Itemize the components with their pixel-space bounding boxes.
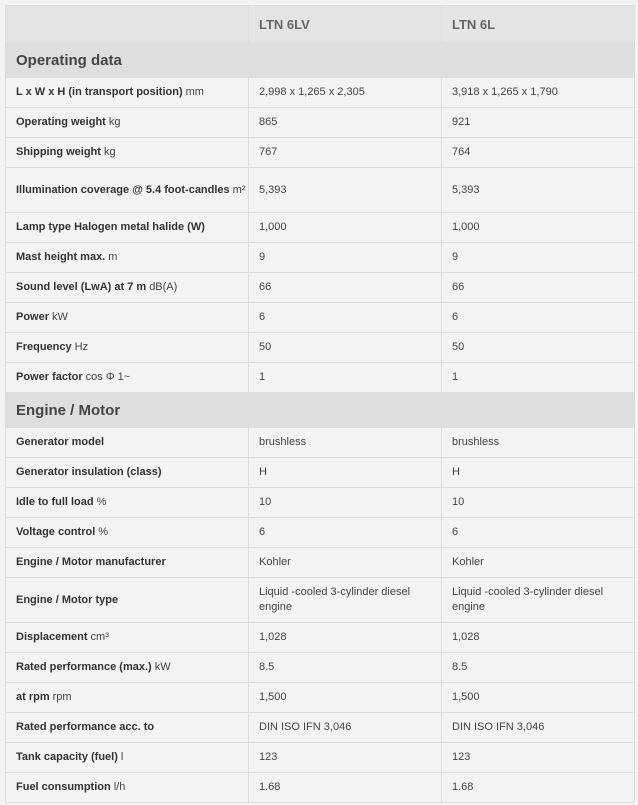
spec-label: Engine / Motor type [16, 593, 119, 606]
spec-unit: cm³ [90, 631, 109, 643]
spec-label-cell [6, 683, 249, 713]
spec-unit: kg [108, 116, 121, 128]
spec-label: Fuel consumption [16, 781, 111, 793]
value-ltn-6lv: 865 [249, 108, 442, 138]
spec-label: Idle to full load [16, 496, 94, 508]
spec-label-cell [6, 428, 249, 458]
table-row [6, 488, 635, 518]
table-row [6, 168, 635, 213]
value-ltn-6lv: 1.68 [249, 773, 442, 803]
value-ltn-6lv: 1 [249, 363, 442, 393]
value-ltn-6l: 921 [442, 108, 635, 138]
spec-label: Mast height max. [16, 251, 106, 263]
table-row [6, 108, 635, 138]
table-row [6, 303, 635, 333]
value-ltn-6lv: 6 [249, 303, 442, 333]
spec-label: Shipping weight [16, 146, 101, 158]
spec-label: Rated performance acc. to [16, 721, 155, 733]
table-row [6, 78, 635, 108]
value-ltn-6l: brushless [442, 428, 635, 458]
spec-label-cell [6, 243, 249, 273]
value-ltn-6lv: 10 [249, 488, 442, 518]
spec-label: Generator insulation (class) [16, 466, 162, 478]
spec-label-cell [6, 168, 249, 213]
spec-unit: l/h [113, 781, 126, 793]
spec-label: L x W x H (in transport position) [16, 86, 183, 98]
value-ltn-6l: 66 [442, 273, 635, 303]
spec-label-cell [6, 458, 249, 488]
spec-unit: m² [232, 183, 246, 196]
spec-label: Rated performance (max.) [16, 661, 152, 673]
value-ltn-6lv: 123 [249, 743, 442, 773]
table-row [6, 713, 635, 743]
table-row [6, 548, 635, 578]
value-ltn-6lv: H [249, 458, 442, 488]
table-row [6, 623, 635, 653]
value-ltn-6lv: DIN ISO IFN 3,046 [249, 713, 442, 743]
value-ltn-6lv: 50 [249, 333, 442, 363]
header-row [6, 6, 635, 43]
value-ltn-6lv: 1,000 [249, 213, 442, 243]
spec-unit: l [120, 751, 124, 763]
spec-label: Voltage control [16, 526, 96, 538]
value-ltn-6l: 5,393 [442, 168, 635, 213]
spec-unit: kW [52, 311, 68, 323]
spec-label: Lamp type Halogen metal halide (W) [16, 221, 205, 233]
value-ltn-6lv: Liquid -cooled 3-cylinder diesel engine [249, 578, 442, 623]
value-ltn-6l: DIN ISO IFN 3,046 [442, 713, 635, 743]
spec-unit: mm [185, 86, 204, 98]
table-header [6, 6, 635, 43]
spec-label: Illumination coverage @ 5.4 foot-candles [16, 183, 230, 196]
value-ltn-6l: 10 [442, 488, 635, 518]
table-row [6, 518, 635, 548]
spec-label-cell [6, 138, 249, 168]
value-ltn-6lv: 1,500 [249, 683, 442, 713]
spec-label: Frequency [16, 341, 72, 353]
value-ltn-6l: 1,000 [442, 213, 635, 243]
spec-label-cell [6, 518, 249, 548]
value-ltn-6l: 50 [442, 333, 635, 363]
spec-label: Sound level (LwA) at 7 m [16, 281, 147, 293]
spec-label: Generator model [16, 436, 105, 448]
spec-label: Tank capacity (fuel) [16, 751, 118, 763]
section-header-row [6, 43, 635, 78]
spec-label-cell [6, 773, 249, 803]
table-row [6, 683, 635, 713]
spec-table [5, 5, 635, 803]
table-row [6, 333, 635, 363]
header-model-ltn-6l: LTN 6L [442, 6, 635, 43]
table-row [6, 363, 635, 393]
table-row [6, 743, 635, 773]
spec-label: Displacement [16, 631, 88, 643]
spec-label-cell [6, 578, 249, 623]
table-row [6, 578, 635, 623]
value-ltn-6l: 3,918 x 1,265 x 1,790 [442, 78, 635, 108]
value-ltn-6l: 1,500 [442, 683, 635, 713]
spec-label-cell [6, 363, 249, 393]
value-ltn-6lv: 9 [249, 243, 442, 273]
spec-label-cell [6, 303, 249, 333]
header-label-column [6, 6, 249, 43]
value-ltn-6l: 6 [442, 303, 635, 333]
spec-unit: cos Φ 1~ [85, 371, 131, 383]
value-ltn-6l: 6 [442, 518, 635, 548]
section-title: Operating data [6, 43, 635, 78]
spec-unit: % [98, 526, 109, 538]
spec-label-cell [6, 548, 249, 578]
value-ltn-6l: 9 [442, 243, 635, 273]
spec-label: Power [16, 311, 50, 323]
spec-label: Power factor [16, 371, 83, 383]
value-ltn-6lv: brushless [249, 428, 442, 458]
spec-label-cell [6, 653, 249, 683]
table-row [6, 138, 635, 168]
value-ltn-6l: 123 [442, 743, 635, 773]
value-ltn-6lv: 6 [249, 518, 442, 548]
table-row [6, 773, 635, 803]
spec-label-cell [6, 623, 249, 653]
value-ltn-6l: Kohler [442, 548, 635, 578]
spec-label-cell [6, 108, 249, 138]
spec-unit: dB(A) [149, 281, 178, 293]
section-title: Engine / Motor [6, 393, 635, 428]
table-row [6, 273, 635, 303]
value-ltn-6lv: 1,028 [249, 623, 442, 653]
spec-unit: Hz [74, 341, 89, 353]
value-ltn-6l: 764 [442, 138, 635, 168]
table-row [6, 213, 635, 243]
value-ltn-6lv: 5,393 [249, 168, 442, 213]
spec-unit: kg [103, 146, 116, 158]
spec-label-cell [6, 78, 249, 108]
spec-unit: % [96, 496, 107, 508]
value-ltn-6lv: Kohler [249, 548, 442, 578]
value-ltn-6l: 1 [442, 363, 635, 393]
section-header-row [6, 393, 635, 428]
table-row [6, 458, 635, 488]
value-ltn-6l: Liquid -cooled 3-cylinder diesel engine [442, 578, 635, 623]
spec-label: Operating weight [16, 116, 106, 128]
spec-label-cell [6, 333, 249, 363]
spec-label-cell [6, 713, 249, 743]
value-ltn-6l: H [442, 458, 635, 488]
value-ltn-6lv: 66 [249, 273, 442, 303]
spec-label-cell [6, 213, 249, 243]
table-body [6, 43, 635, 803]
table-row [6, 428, 635, 458]
table-row [6, 653, 635, 683]
spec-label: Engine / Motor manufacturer [16, 556, 166, 568]
value-ltn-6l: 1,028 [442, 623, 635, 653]
value-ltn-6lv: 767 [249, 138, 442, 168]
spec-label-cell [6, 273, 249, 303]
spec-unit: m [108, 251, 118, 263]
header-model-ltn-6lv: LTN 6LV [249, 6, 442, 43]
spec-unit: kW [154, 661, 171, 673]
value-ltn-6l: 1.68 [442, 773, 635, 803]
value-ltn-6l: 8.5 [442, 653, 635, 683]
table-row [6, 243, 635, 273]
spec-label: at rpm [16, 691, 50, 703]
value-ltn-6lv: 8.5 [249, 653, 442, 683]
spec-label-cell [6, 488, 249, 518]
value-ltn-6lv: 2,998 x 1,265 x 2,305 [249, 78, 442, 108]
spec-unit: rpm [52, 691, 72, 703]
spec-label-cell [6, 743, 249, 773]
